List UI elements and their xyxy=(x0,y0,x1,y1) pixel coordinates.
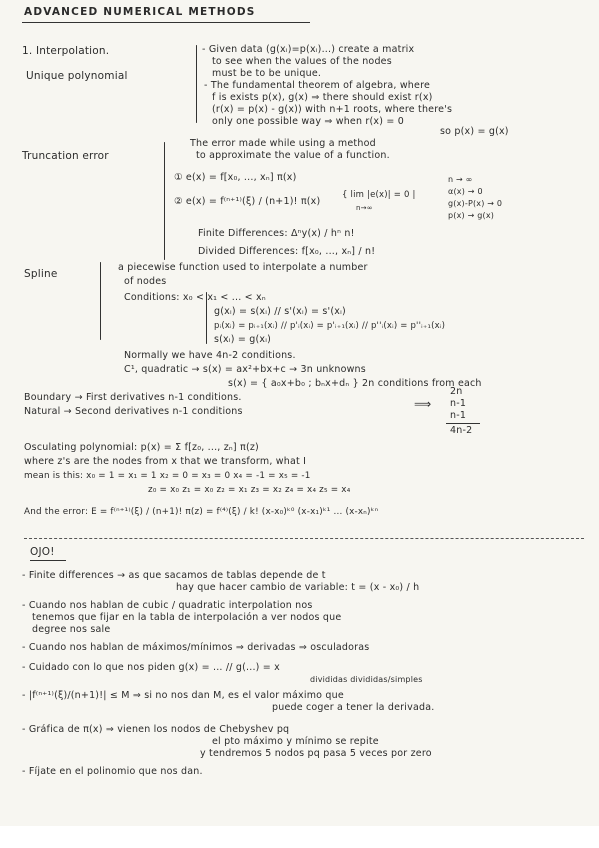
sum-total: 4n-2 xyxy=(450,425,473,436)
spline-line-6: s(xᵢ) = g(xᵢ) xyxy=(214,334,272,345)
ojo-underline xyxy=(30,560,66,561)
trunc-formula-2: ② e(x) = f⁽ⁿ⁺¹⁾(ξ) / (n+1)! π(x) xyxy=(174,196,321,207)
ojo-line-4: tenemos que fijar en la tabla de interpolación a ver nodos que xyxy=(32,612,342,623)
unique-polynomial-label: Unique polynomial xyxy=(26,70,128,82)
ojo-line-3: - Cuando nos hablan de cubic / quadratic interpolation nos xyxy=(22,600,313,611)
spline-line-4: g(xᵢ) = s(xᵢ) // s'(xᵢ) = s'(xᵢ) xyxy=(214,306,346,317)
interp-line-2: to see when the values of the nodes xyxy=(212,56,392,67)
interp-line-7: only one possible way ⇒ when r(x) = 0 xyxy=(212,116,405,127)
trunc-limit-visible: { lim |e(x)| = 0 | xyxy=(342,190,416,200)
spline-line-9: s(x) = { a₀x+b₀ ; bₙx+dₙ } 2n conditions from each xyxy=(228,378,482,389)
ojo-line-10: puede coger a tener la derivada. xyxy=(272,702,435,713)
trunc-intro-2: to approximate the value of a function. xyxy=(196,150,390,161)
boundary-line: Boundary → First derivatives n-1 conditions. xyxy=(24,392,242,403)
spline-heading: Spline xyxy=(24,268,58,280)
trunc-limit-sub: n→∞ xyxy=(356,204,373,212)
page-title: ADVANCED NUMERICAL METHODS xyxy=(24,6,256,18)
sum-2n: 2n xyxy=(450,386,463,397)
sum-bar xyxy=(446,423,480,424)
interp-line-1: - Given data (g(xᵢ)=p(xᵢ)...) create a matrix xyxy=(202,44,415,55)
osc-line-1: Osculating polynomial: p(x) = Σ f[z₀, ..., zₙ] π(z) xyxy=(24,442,259,453)
ojo-line-9: - |f⁽ⁿ⁺¹⁾(ξ)/(n+1)!| ≤ M ⇒ si no nos dan M, es el valor máximo que xyxy=(22,690,344,701)
spline-line-2: of nodes xyxy=(124,276,167,287)
interpolation-heading: 1. Interpolation. xyxy=(22,45,110,57)
natural-line: Natural → Second derivatives n-1 conditions xyxy=(24,406,243,417)
interpolation-brace xyxy=(196,45,197,123)
ojo-heading: OJO! xyxy=(30,546,55,558)
truncation-heading: Truncation error xyxy=(22,150,109,162)
ojo-line-7: - Cuidado con lo que nos piden g(x) = ... // g(...) = x xyxy=(22,662,280,673)
osc-line-4: z₀ = x₀ z₁ = x₀ z₂ = x₁ z₃ = x₂ z₄ = x₄ z₅ = x₄ xyxy=(148,485,351,495)
ojo-line-6: - Cuando nos hablan de máximos/mínimos ⇒ derivadas ⇒ osculadoras xyxy=(22,642,370,653)
interp-line-4: - The fundamental theorem of algebra, where xyxy=(204,80,431,91)
interp-line-5: f is exists p(x), g(x) ⇒ there should exist r(x) xyxy=(212,92,433,103)
ojo-line-13: y tendremos 5 nodos pq pasa 5 veces por zero xyxy=(200,748,432,759)
interp-line-8: so p(x) = g(x) xyxy=(440,126,509,137)
ojo-line-8: divididas divididas/simples xyxy=(310,675,423,684)
spline-brace xyxy=(100,262,101,340)
trunc-formula-1: ① e(x) = f[x₀, ..., xₙ] π(x) xyxy=(174,172,297,183)
ojo-line-5: degree nos sale xyxy=(32,624,111,635)
ojo-line-2: hay que hacer cambio de variable: t = (x - x₀) / h xyxy=(176,582,420,593)
section-divider xyxy=(24,538,584,539)
spline-line-1: a piecewise function used to interpolate a number xyxy=(118,262,368,273)
spline-line-3: Conditions: x₀ < x₁ < ... < xₙ xyxy=(124,292,266,303)
sum-n-1-b: n-1 xyxy=(450,410,467,421)
ojo-line-11: - Gráfica de π(x) ⇒ vienen los nodos de Chebyshev pq xyxy=(22,724,290,735)
conditions-brace xyxy=(206,292,207,344)
spline-line-5: pᵢ(xᵢ) = pᵢ₊₁(xᵢ) // p'ᵢ(xᵢ) = p'ᵢ₊₁(xᵢ) // p''ᵢ(xᵢ) = p''ᵢ₊₁(xᵢ) xyxy=(214,321,446,331)
interp-line-3: must be to be unique. xyxy=(212,68,322,79)
trunc-intro-1: The error made while using a method xyxy=(190,138,376,149)
spline-line-7: Normally we have 4n-2 conditions. xyxy=(124,350,296,361)
implies-arrow: ⟹ xyxy=(414,397,432,411)
ojo-line-14: - Fíjate en el polinomio que nos dan. xyxy=(22,766,203,777)
divided-differences-formula: Divided Differences: f[x₀, ..., xₙ] / n! xyxy=(198,246,376,257)
osc-error: And the error: E = f⁽ⁿ⁺¹⁾(ξ) / (n+1)! π(z) = f⁽⁴⁾(ξ) / k! (x-x₀)ᵏ⁰ (x-x₁)ᵏ¹ ... (x-xₙ)ᵏⁿ xyxy=(24,507,379,517)
osc-line-2: where z's are the nodes from x that we transform, what I xyxy=(24,456,307,467)
sum-n-1-a: n-1 xyxy=(450,398,467,409)
trunc-limit-arrows: n → ∞ α(x) → 0 g(x)-P(x) → 0 p(x) → g(x) xyxy=(448,175,503,220)
finite-differences-formula: Finite Differences: Δⁿy(x) / hⁿ n! xyxy=(198,228,355,239)
interp-line-6: (r(x) = p(x) - g(x)) with n+1 roots, where there's xyxy=(212,104,453,115)
truncation-brace xyxy=(164,142,165,260)
ojo-line-1: - Finite differences → as que sacamos de tablas depende de t xyxy=(22,570,326,581)
ojo-line-12: el pto máximo y mínimo se repite xyxy=(212,736,379,747)
spline-line-8: C¹, quadratic → s(x) = ax²+bx+c → 3n unknowns xyxy=(124,364,366,375)
osc-line-3: mean is this: x₀ = 1 = x₁ = 1 x₂ = 0 = x₃ = 0 x₄ = -1 = x₅ = -1 xyxy=(24,471,311,481)
title-underline xyxy=(22,22,310,23)
